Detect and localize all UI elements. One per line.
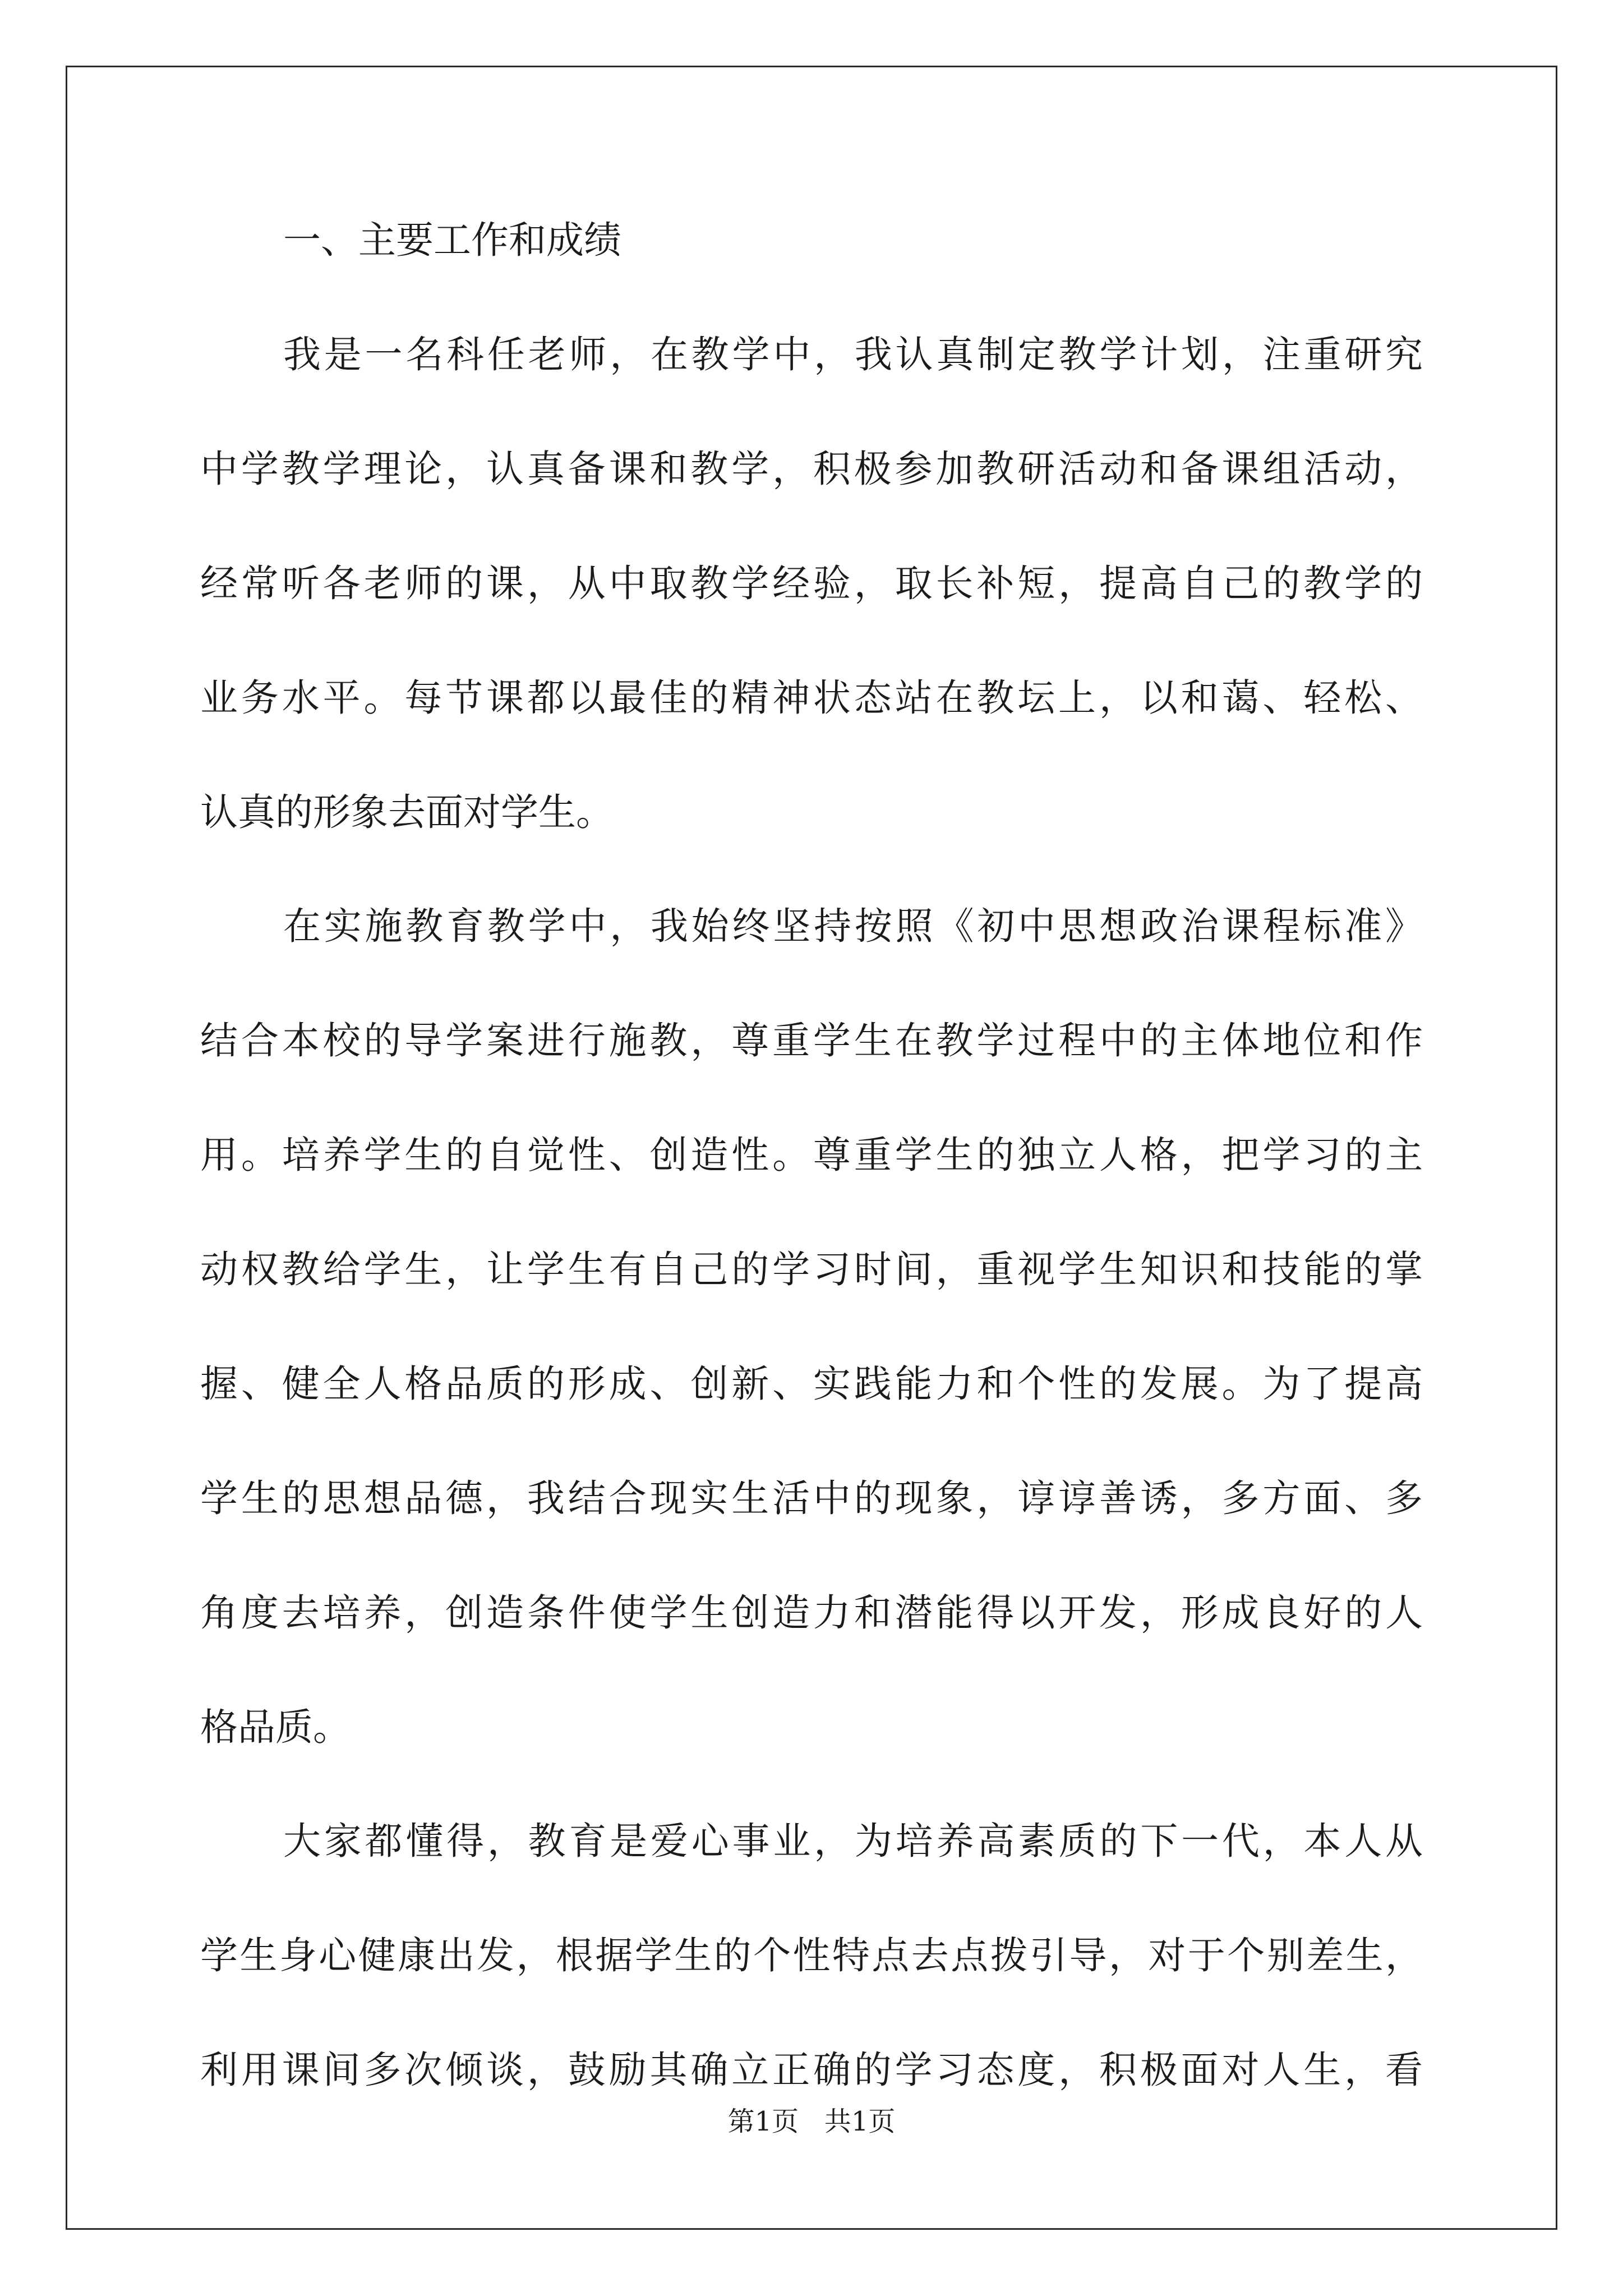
- paragraph-line: 格品质。: [200, 1705, 351, 1749]
- paragraph-line: 认真的形象去面对学生。: [200, 790, 614, 834]
- paragraph-line: 利用课间多次倾谈，鼓励其确立正确的学习态度，积极面对人生，看: [200, 2048, 1423, 2092]
- paragraph-line: 我是一名科任老师，在教学中，我认真制定教学计划，注重研究: [283, 333, 1423, 376]
- paragraph-line: 经常听各老师的课，从中取教学经验，取长补短，提高自己的教学的: [200, 562, 1423, 605]
- paragraph-line: 业务水平。每节课都以最佳的精神状态站在教坛上，以和蔼、轻松、: [200, 676, 1423, 720]
- paragraph-line: 握、健全人格品质的形成、创新、实践能力和个性的发展。为了提高: [200, 1362, 1423, 1406]
- paragraph-line: 学生的思想品德，我结合现实生活中的现象，谆谆善诱，多方面、多: [200, 1476, 1423, 1520]
- document-body: [200, 218, 1423, 2165]
- paragraph-1: [200, 333, 1423, 834]
- section-heading: 一、主要工作和成绩: [283, 218, 621, 262]
- paragraph-line: 结合本校的导学案进行施教，尊重学生在教学过程中的主体地位和作: [200, 1019, 1423, 1062]
- paragraph-line: 学生身心健康出发，根据学生的个性特点去点拨引导，对于个别差生，: [200, 1934, 1423, 1977]
- page-footer: 第1页 共1页: [727, 2106, 896, 2137]
- paragraph-line: 在实施教育教学中，我始终坚持按照《初中思想政治课程标准》: [283, 904, 1423, 948]
- paragraph-3: [200, 1819, 1423, 2092]
- paragraph-line: 中学教学理论，认真备课和教学，积极参加教研活动和备课组活动，: [200, 447, 1423, 491]
- paragraph-2: [200, 904, 1423, 1749]
- paragraph-line: 用。培养学生的自觉性、创造性。尊重学生的独立人格，把学习的主: [200, 1133, 1423, 1177]
- paragraph-line: 动权教给学生，让学生有自己的学习时间，重视学生知识和技能的掌: [200, 1248, 1423, 1291]
- paragraph-line: 角度去培养，创造条件使学生创造力和潜能得以开发，形成良好的人: [200, 1591, 1423, 1635]
- paragraph-line: 大家都懂得，教育是爱心事业，为培养高素质的下一代，本人从: [283, 1819, 1423, 1863]
